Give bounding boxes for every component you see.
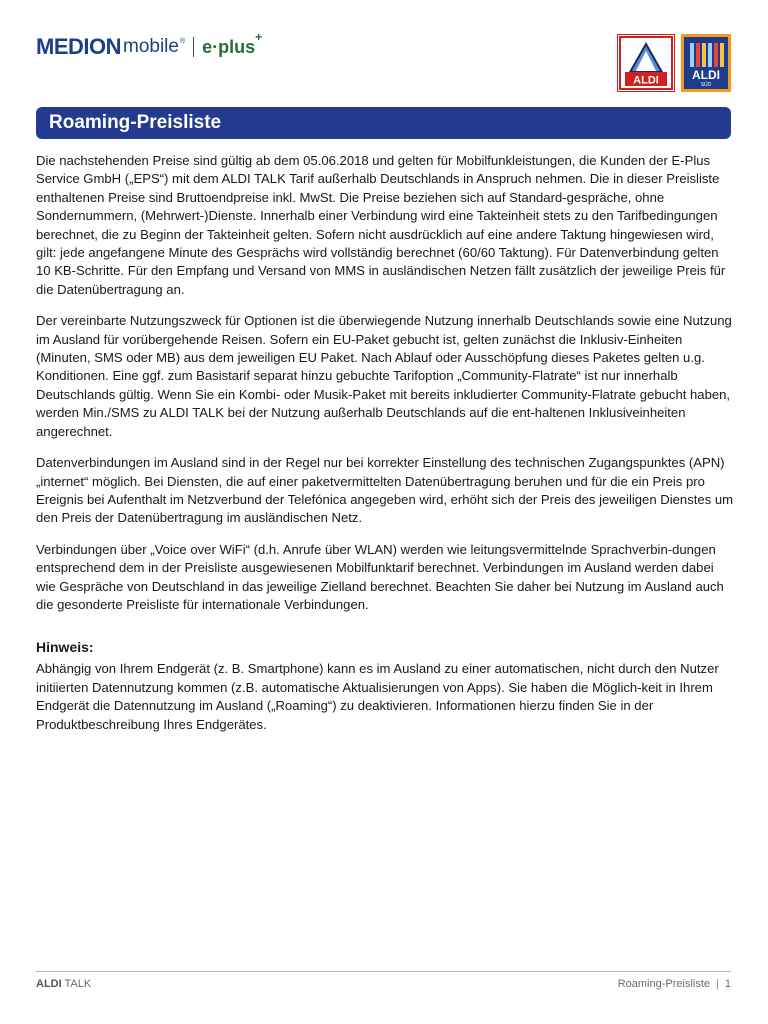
aldi-sued-subtext: SÜD: [700, 82, 712, 88]
paragraph-voice-over-wifi: Verbindungen über „Voice over WiFi“ (d.h. Anrufe über WLAN) werden wie leitungsvermittelnde Sprachverbin-dungen entsprechend dem in der Preisliste ausgewiesenen Mobilfunktarif berechnet. Verbindungen im Ausland werden dabei wie Gespräche von Deutschland in das jeweilige Zielland berechnet. Beachten Sie daher bei Nutzung im Ausland auch die gesonderte Preisliste für internationale Verbindungen.: [36, 541, 724, 612]
paragraph-validity: Die nachstehenden Preise sind gültig ab dem 05.06.2018 und gelten für Mobilfunkleistungen, die Kunden der E-Plus Service GmbH („EPS“) mit dem ALDI TALK Tarif außerhalb Deutschlands in Anspruch nehmen. Die in dieser Preisliste enthaltenen Preise sind Bruttoendpreise inkl. MwSt. Die Preise beziehen sich auf Standard-gespräche, ohne Sondernummern, (Mehrwert-)Dienste. Innerhalb einer Verbindung wird eine Takteinheit stets zu den Tarifbedingungen berechnet, die zu Beginn der Takteinheit gelten. Sofern nicht ausdrücklich auf eine andere Taktung hingewiesen wird, gilt: jede angefangene Minute des Gesprächs wird vollständig berechnet (60/60 Taktung). Für Datenverbindung gelten 10 KB-Schritte. Für den Empfang und Versand von MMS in ausländischen Netzen fällt zusätzlich der jeweilige Preis für die Datenübertragung an.: [36, 153, 726, 297]
footer-brand: [36, 978, 91, 990]
paragraph-data-connections: Datenverbindungen im Ausland sind in der Regel nur bei korrekter Einstellung des technischen Zugangspunktes (APN) „internet“ möglich. Bei Diensten, die auf einer paketvermittelten Datenübertragung beruhen und für die ein Preis pro Ereignis bei Aufenthalt im Netzverbund der Telefónica angegeben wird, erhöht sich der Preis des jeweiligen Dienstes um den Preis der Datenübertragung im ausländischen Netz.: [36, 455, 734, 526]
medion-eplus-logo: [36, 30, 263, 60]
aldi-sued-text: ALDI: [692, 68, 720, 82]
footer-page-info: [618, 978, 731, 990]
title-bar: [36, 107, 731, 139]
paragraph-usage-purpose: Der vereinbarte Nutzungszweck für Optionen ist die überwiegende Nutzung innerhalb Deutschlands sowie eine Nutzung im Ausland für vorübergehende Reisen. Sofern ein EU-Paket gebucht ist, gelten zunächst die Inklusiv-Einheiten (Minuten, SMS oder MB) aus dem jeweiligen EU Paket. Nach Ablauf oder Ausschöpfung dieses Paketes gelten u.g. Konditionen. Eine ggf. zum Basistarif separat hinzu gebuchte Tarifoption „Community-Flatrate“ ist nur innerhalb Deutschlands gültig. Wenn Sie ein Kombi- oder Musik-Paket mit bereits inkludierter Community-Flatrate gebucht haben, werden Min./SMS zu ALDI TALK bei der Nutzung außerhalb Deutschlands auf die ent-haltenen Inklusiveinheiten angerechnet.: [36, 313, 732, 439]
brand-eplus-plus: +: [255, 30, 263, 44]
page-title: Roaming-Preisliste: [49, 112, 222, 133]
header: [0, 0, 768, 100]
document-body: [36, 152, 736, 747]
brand-divider: [193, 37, 194, 57]
aldi-nord-text: ALDI: [633, 74, 659, 87]
footer-doc-title: Roaming-Preisliste: [617, 978, 711, 990]
footer-separator: |: [716, 978, 719, 990]
brand-registered: ®: [179, 37, 186, 45]
hinweis-text: Abhängig von Ihrem Endgerät (z. B. Smartphone) kann es im Ausland zu einer automatischen, nicht durch den Nutzer initiierten Datennutzung kommen (z.B. automatische Aktualisierungen von Apps). Sie haben die Möglich-keit in Ihrem Endgerät die Datennutzung im Ausland („Roaming“) zu deaktivieren. Informationen hierzu finden Sie in der Produktbeschreibung Ihres Endgerätes.: [36, 661, 719, 732]
aldi-nord-logo: [617, 34, 675, 92]
brand-mobile: mobile: [123, 36, 179, 57]
aldi-sued-logo: [681, 34, 731, 92]
page-number: 1: [724, 978, 731, 990]
brand-eplus: e·plus: [202, 36, 256, 57]
footer-brand-bold: ALDI: [36, 978, 62, 990]
footer-brand-rest: TALK: [61, 978, 92, 990]
hinweis-heading: Hinweis:: [36, 639, 94, 656]
footer-divider: [36, 971, 731, 972]
brand-medion: MEDION: [36, 34, 121, 59]
